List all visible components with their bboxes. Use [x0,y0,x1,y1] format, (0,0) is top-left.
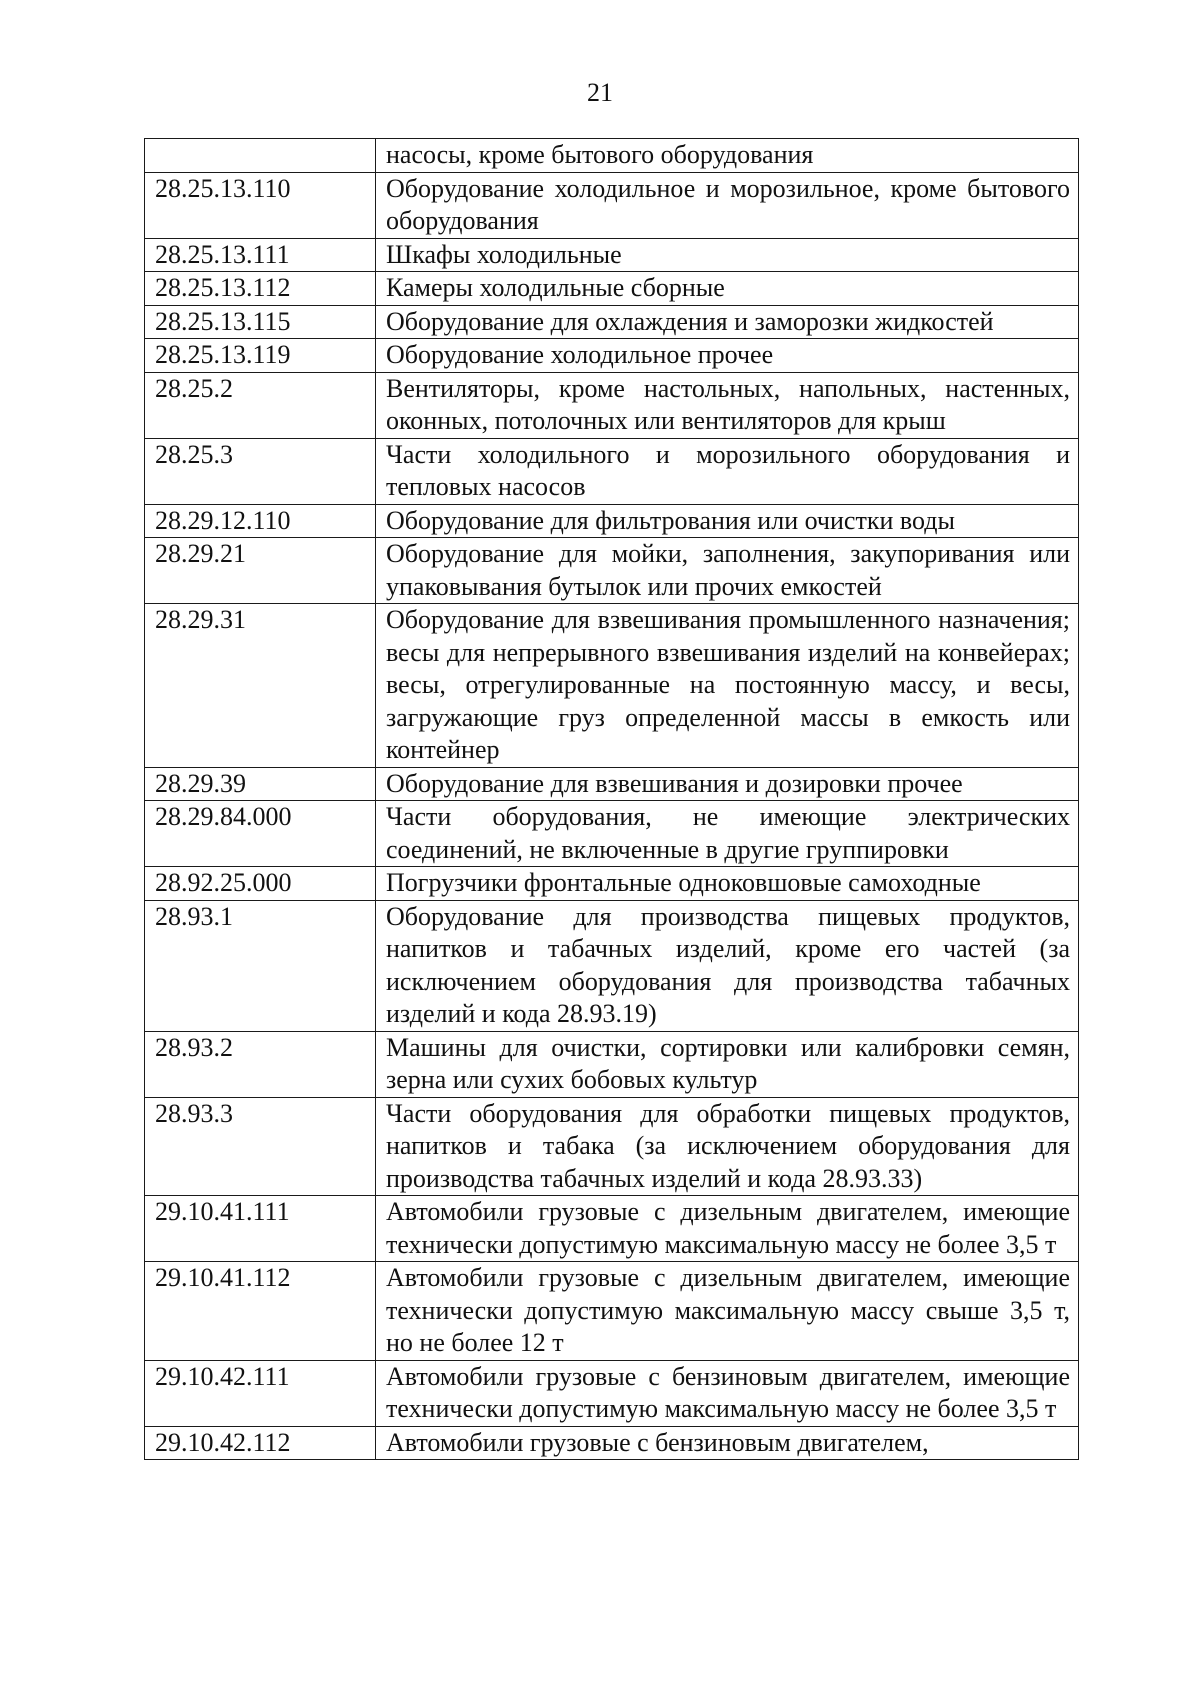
table-body [145,139,1079,1460]
table-row [145,372,1079,438]
code-cell: 28.92.25.000 [145,867,376,901]
name-cell: Части оборудования, не имеющие электрических соединений, не включенные в другие группировки [376,801,1079,867]
table-row [145,339,1079,373]
table-row [145,238,1079,272]
table-row [145,139,1079,173]
code-cell: 28.25.13.115 [145,305,376,339]
name-cell: Оборудование для мойки, заполнения, закупоривания или упаковывания бутылок или прочих емкостей [376,538,1079,604]
code-cell: 28.25.13.111 [145,238,376,272]
table-row [145,504,1079,538]
name-cell: Оборудование для взвешивания промышленного назначения; весы для непрерывного взвешивания изделий на конвейерах; весы, отрегулированные на постоянную массу, и весы, загружающие груз определенной массы в емкость или контейнер [376,604,1079,768]
table-row [145,1262,1079,1361]
code-cell: 28.93.3 [145,1097,376,1196]
code-cell: 28.25.13.119 [145,339,376,373]
name-cell: Оборудование холодильное прочее [376,339,1079,373]
code-cell: 28.93.1 [145,900,376,1031]
name-cell: Автомобили грузовые с бензиновым двигателем, [376,1426,1079,1460]
code-cell: 28.29.21 [145,538,376,604]
name-cell: Оборудование для фильтрования или очистки воды [376,504,1079,538]
name-cell: Автомобили грузовые с дизельным двигателем, имеющие технически допустимую максимальную массу свыше 3,5 т, но не более 12 т [376,1262,1079,1361]
code-cell: 28.29.39 [145,767,376,801]
table-row [145,1196,1079,1262]
code-cell: 28.25.13.110 [145,172,376,238]
table-row [145,1031,1079,1097]
table-row [145,272,1079,306]
code-cell: 29.10.42.112 [145,1426,376,1460]
code-cell: 28.25.3 [145,438,376,504]
code-cell: 28.25.2 [145,372,376,438]
table-row [145,867,1079,901]
name-cell: Оборудование для производства пищевых продуктов, напитков и табачных изделий, кроме его частей (за исключением оборудования для производства табачных изделий и кода 28.93.19) [376,900,1079,1031]
code-cell: 28.93.2 [145,1031,376,1097]
table-row [145,604,1079,768]
name-cell: Оборудование холодильное и морозильное, кроме бытового оборудования [376,172,1079,238]
code-cell [145,139,376,173]
name-cell: Части холодильного и морозильного оборудования и тепловых насосов [376,438,1079,504]
name-cell: Автомобили грузовые с бензиновым двигателем, имеющие технически допустимую максимальную массу не более 3,5 т [376,1360,1079,1426]
name-cell: Погрузчики фронтальные одноковшовые самоходные [376,867,1079,901]
table-row [145,1097,1079,1196]
table-row [145,172,1079,238]
table-row [145,538,1079,604]
code-cell: 28.29.84.000 [145,801,376,867]
name-cell: насосы, кроме бытового оборудования [376,139,1079,173]
code-cell: 28.25.13.112 [145,272,376,306]
name-cell: Машины для очистки, сортировки или калибровки семян, зерна или сухих бобовых культур [376,1031,1079,1097]
table-row [145,438,1079,504]
code-cell: 29.10.41.112 [145,1262,376,1361]
code-cell: 29.10.42.111 [145,1360,376,1426]
name-cell: Вентиляторы, кроме настольных, напольных, настенных, оконных, потолочных или вентиляторов для крыш [376,372,1079,438]
product-codes-table [144,138,1079,1460]
code-cell: 29.10.41.111 [145,1196,376,1262]
code-cell: 28.29.12.110 [145,504,376,538]
name-cell: Камеры холодильные сборные [376,272,1079,306]
name-cell: Части оборудования для обработки пищевых продуктов, напитков и табака (за исключением оборудования для производства табачных изделий и кода 28.93.33) [376,1097,1079,1196]
table-row [145,767,1079,801]
name-cell: Оборудование для охлаждения и заморозки жидкостей [376,305,1079,339]
name-cell: Шкафы холодильные [376,238,1079,272]
table-row [145,1426,1079,1460]
page-number: 21 [587,78,613,107]
table-row [145,305,1079,339]
table-row [145,900,1079,1031]
table-row [145,801,1079,867]
name-cell: Автомобили грузовые с дизельным двигателем, имеющие технически допустимую максимальную массу не более 3,5 т [376,1196,1079,1262]
table-row [145,1360,1079,1426]
name-cell: Оборудование для взвешивания и дозировки прочее [376,767,1079,801]
code-cell: 28.29.31 [145,604,376,768]
